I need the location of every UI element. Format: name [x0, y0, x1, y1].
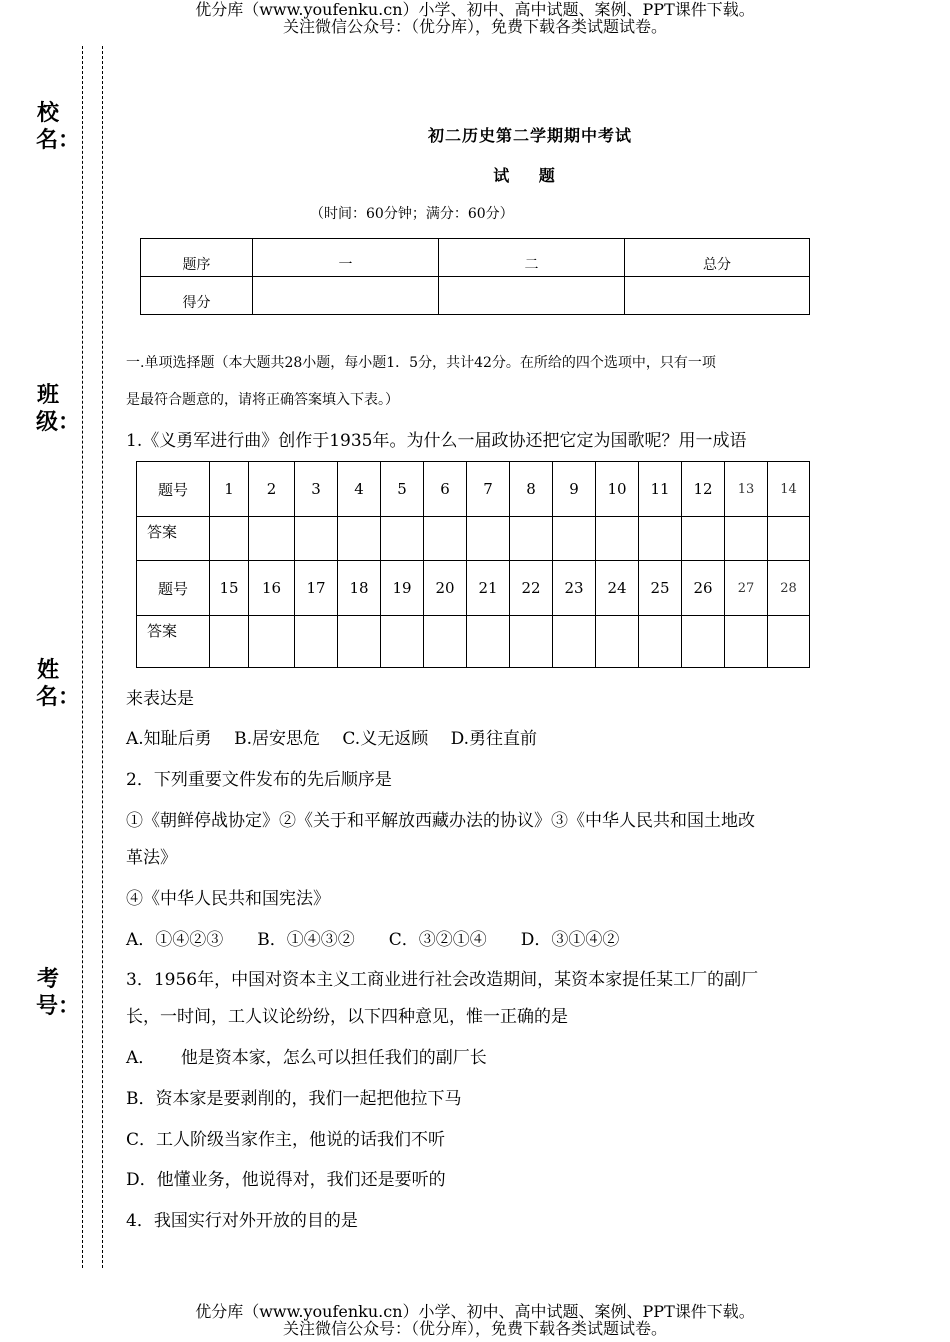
header-banner — [0, 1, 950, 35]
answer-cell[interactable] — [338, 616, 381, 668]
number-cell: 9 — [553, 462, 596, 517]
answer-cell[interactable] — [682, 616, 725, 668]
answer-cell[interactable] — [249, 616, 295, 668]
number-cell: 5 — [381, 462, 424, 517]
answer-label: 答案 — [137, 517, 210, 561]
number-cell: 12 — [682, 462, 725, 517]
answer-cell[interactable] — [768, 517, 810, 561]
answer-cell[interactable] — [639, 517, 682, 561]
section-intro-line-2: 是最符合题意的，请将正确答案填入下表。） — [126, 392, 399, 408]
answer-cell[interactable] — [381, 616, 424, 668]
score-cell — [439, 277, 625, 315]
answer-row — [137, 616, 810, 668]
answer-number-row — [137, 462, 810, 517]
score-cell — [253, 277, 439, 315]
answer-cell[interactable] — [725, 616, 768, 668]
answer-cell[interactable] — [596, 616, 639, 668]
number-cell: 17 — [295, 561, 338, 616]
answer-cell[interactable] — [295, 616, 338, 668]
exam-title: 初二历史第二学期期中考试 — [427, 126, 632, 145]
number-cell: 19 — [381, 561, 424, 616]
question-3-line-2: 长，一时间，工人议论纷纷，以下四种意见，惟一正确的是 — [126, 1007, 568, 1027]
question-2-line-3: 革法》 — [126, 848, 177, 868]
question-3-line-1: 3．1956年，中国对资本主义工商业进行社会改造期间，某资本家提任某工厂的副厂 — [126, 970, 759, 990]
question-2-options: A．①④②③ B．①④③② C．③②①④ D．③①④② — [126, 930, 620, 950]
answer-cell[interactable] — [768, 616, 810, 668]
footer-line-1: 优分库（www.youfenku.cn）小学、初中、高中试题、案例、PPT课件下载。 — [195, 1302, 755, 1321]
number-cell: 25 — [639, 561, 682, 616]
answer-cell[interactable] — [553, 616, 596, 668]
number-cell: 7 — [467, 462, 510, 517]
score-cell — [625, 277, 810, 315]
question-3-option-c: C．工人阶级当家作主，他说的话我们不听 — [126, 1130, 446, 1150]
number-cell: 4 — [338, 462, 381, 517]
number-cell: 21 — [467, 561, 510, 616]
number-cell: 14 — [768, 462, 810, 517]
question-2-line-2: ①《朝鲜停战协定》②《关于和平解放西藏办法的协议》③《中华人民共和国土地改 — [126, 811, 755, 831]
question-4-stem: 4．我国实行对外开放的目的是 — [126, 1211, 358, 1231]
number-label: 题号 — [137, 561, 210, 616]
number-cell: 10 — [596, 462, 639, 517]
section-intro-line-1: 一.单项选择题（本大题共28小题，每小题1．5分，共计42分。在所给的四个选项中，只有一项 — [126, 355, 716, 371]
number-cell: 24 — [596, 561, 639, 616]
answer-cell[interactable] — [210, 616, 249, 668]
number-label: 题号 — [137, 462, 210, 517]
score-cell: 一 — [253, 239, 439, 277]
question-3-option-a: A． 他是资本家，怎么可以担任我们的副厂长 — [126, 1048, 487, 1068]
answer-cell[interactable] — [682, 517, 725, 561]
question-2-line-4: ④《中华人民共和国宪法》 — [126, 889, 330, 909]
binding-line-inner — [102, 46, 103, 1268]
question-3-option-d: D．他懂业务，他说得对，我们还是要听的 — [126, 1170, 446, 1190]
question-1-line-1: 1.《义勇军进行曲》创作于1935年。为什么一届政协还把它定为国歌呢？用一成语 — [126, 431, 747, 451]
footer-banner — [0, 1303, 950, 1337]
answer-row — [137, 517, 810, 561]
section-intro — [126, 345, 836, 419]
score-table — [140, 238, 810, 315]
answer-cell[interactable] — [596, 517, 639, 561]
answer-cell[interactable] — [381, 517, 424, 561]
number-cell: 6 — [424, 462, 467, 517]
number-cell: 20 — [424, 561, 467, 616]
score-cell: 得分 — [141, 277, 253, 315]
answer-cell[interactable] — [295, 517, 338, 561]
question-2-stem: 2．下列重要文件发布的先后顺序是 — [126, 770, 392, 790]
answer-cell[interactable] — [510, 517, 553, 561]
number-cell: 22 — [510, 561, 553, 616]
number-cell: 1 — [210, 462, 249, 517]
number-cell: 3 — [295, 462, 338, 517]
answer-cell[interactable] — [639, 616, 682, 668]
answer-cell[interactable] — [338, 517, 381, 561]
score-cell: 总分 — [625, 239, 810, 277]
school-label: 校名： — [36, 100, 81, 153]
exam-subtitle: 试 题 — [493, 166, 567, 185]
number-cell: 28 — [768, 561, 810, 616]
time-note: （时间：60分钟；满分：60分） — [310, 206, 514, 222]
class-label: 班级： — [36, 382, 81, 435]
number-cell: 26 — [682, 561, 725, 616]
number-cell: 27 — [725, 561, 768, 616]
footer-line-2: 关注微信公众号：（优分库），免费下载各类试题试卷。 — [282, 1319, 667, 1338]
answer-table — [136, 461, 810, 668]
question-1-line-2: 来表达是 — [126, 689, 194, 709]
score-table-row — [141, 239, 810, 277]
question-3-option-b: B．资本家是要剥削的，我们一起把他拉下马 — [126, 1089, 462, 1109]
number-cell: 16 — [249, 561, 295, 616]
score-table-row — [141, 277, 810, 315]
banner-line-2: 关注微信公众号：（优分库），免费下载各类试题试卷。 — [282, 17, 667, 36]
answer-cell[interactable] — [725, 517, 768, 561]
number-cell: 2 — [249, 462, 295, 517]
score-cell: 题序 — [141, 239, 253, 277]
answer-label: 答案 — [137, 616, 210, 668]
score-cell: 二 — [439, 239, 625, 277]
binding-line-outer — [82, 46, 83, 1268]
answer-cell[interactable] — [553, 517, 596, 561]
answer-number-row — [137, 561, 810, 616]
answer-cell[interactable] — [467, 517, 510, 561]
number-cell: 11 — [639, 462, 682, 517]
number-cell: 13 — [725, 462, 768, 517]
banner-line-1: 优分库（www.youfenku.cn）小学、初中、高中试题、案例、PPT课件下载。 — [195, 0, 755, 19]
question-1-options: A.知耻后勇 B.居安思危 C.义无返顾 D.勇往直前 — [126, 729, 538, 749]
answer-cell[interactable] — [467, 616, 510, 668]
answer-cell[interactable] — [424, 517, 467, 561]
answer-cell[interactable] — [210, 517, 249, 561]
name-label: 姓名： — [36, 657, 81, 710]
number-cell: 8 — [510, 462, 553, 517]
number-cell: 18 — [338, 561, 381, 616]
answer-cell[interactable] — [424, 616, 467, 668]
answer-cell[interactable] — [510, 616, 553, 668]
answer-cell[interactable] — [249, 517, 295, 561]
exam-number-label: 考号： — [36, 966, 81, 1019]
number-cell: 23 — [553, 561, 596, 616]
number-cell: 15 — [210, 561, 249, 616]
